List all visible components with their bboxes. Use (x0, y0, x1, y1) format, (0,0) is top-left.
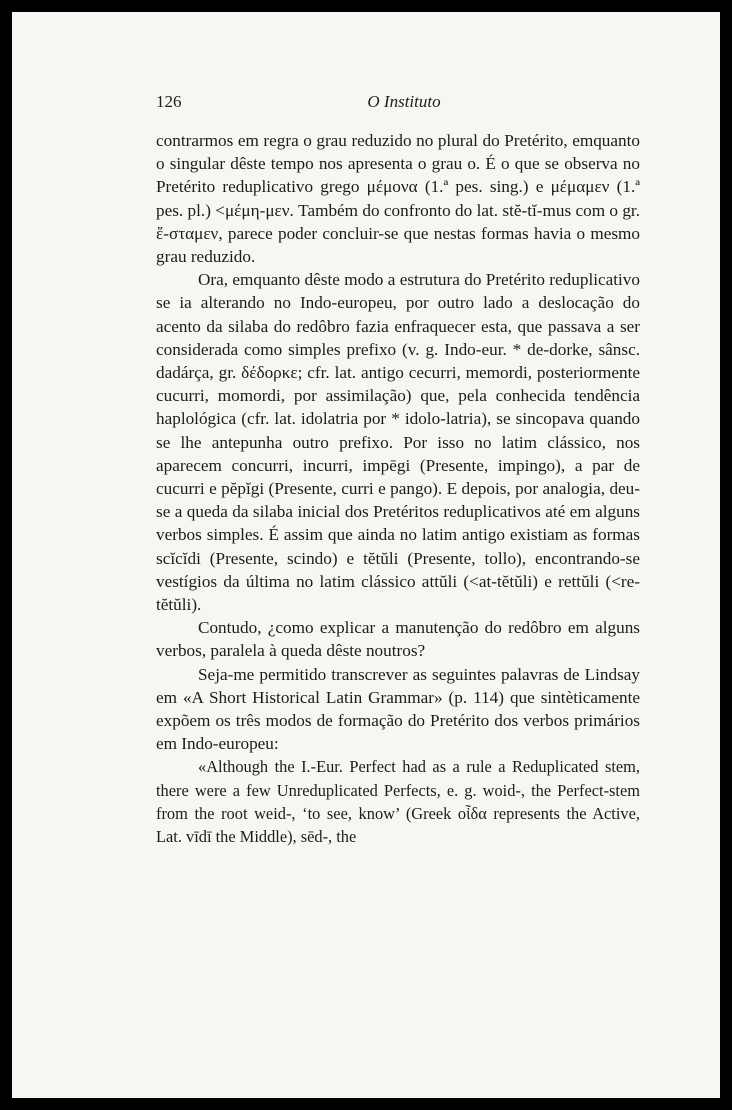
page-header (156, 92, 652, 116)
running-title: O Instituto (367, 92, 441, 111)
paragraph-reduplication: Ora, emquanto dêste modo a estrutura do Pretérito reduplicativo se ia alterando no Indo-europeu, por outro lado a deslocação do acento da silaba do redôbro fazia enfraquecer esta, que passava a ser considerada como simples prefixo (v. g. Indo-eur. * de-dorke, sânsc. dadárça, gr. δέδορκε; cfr. lat. antigo cecurri, memordi, posteriormente cucurri, momordi, por assimilação) que, pela conhecida tendência haplológica (cfr. lat. idolatria por * idolo-latria), se sincopava quando se lhe antepunha outro prefixo. Por isso no latim clássico, nos aparecem concurri, incurri, impēgi (Presente, impingo), a par de cucurri e pĕpĭgi (Presente, curri e pango). E depois, por analogia, deu-se a queda da silaba inicial dos Pretéritos reduplicativos até em alguns verbos simples. É assim que ainda no latim antigo existiam as formas scĭcĭdi (Presente, scindo) e tĕtŭli (Presente, tollo), encontrando-se vestígios da última no latim clássico attŭli (<at-tĕtŭli) e rettŭli (<re-tĕtŭli). (156, 270, 640, 615)
body-text (156, 129, 640, 848)
quotation-lindsay: «Although the I.-Eur. Perfect had as a rule a Reduplicated stem, there were a few Unreduplicated Perfects, e. g. woid-, the Perfect-stem from the root weid-, ‘to see, know’ (Greek οἶδα represents the Active, Lat. vīdī the Middle), sēd-, the (156, 757, 640, 847)
paragraph-question: Contudo, ¿como explicar a manutenção do redôbro em alguns verbos, paralela à queda dêste noutros? (156, 618, 640, 661)
book-page (12, 12, 720, 1098)
paragraph-continuation: contrarmos em regra o grau reduzido no plural do Pretérito, emquanto o singular dêste tempo nos apresenta o grau o. É o que se observa no Pretérito reduplicativo grego μέμονα (1.ª pes. sing.) e μέμαμεν (1.ª pes. pl.) <μέμη-μεν. Também do confronto do lat. stĕ-tĭ-mus com o gr. ἕ-σταμεν, parece poder concluir-se que nestas formas havia o mesmo grau reduzido. (156, 131, 640, 267)
page-number: 126 (156, 92, 182, 111)
paragraph-lindsay-intro: Seja-me permitido transcrever as seguintes palavras de Lindsay em «A Short Historical Latin Grammar» (p. 114) que sintèticamente expõem os três modos de formação do Pretérito dos verbos primários em Indo-europeu: (156, 664, 640, 754)
